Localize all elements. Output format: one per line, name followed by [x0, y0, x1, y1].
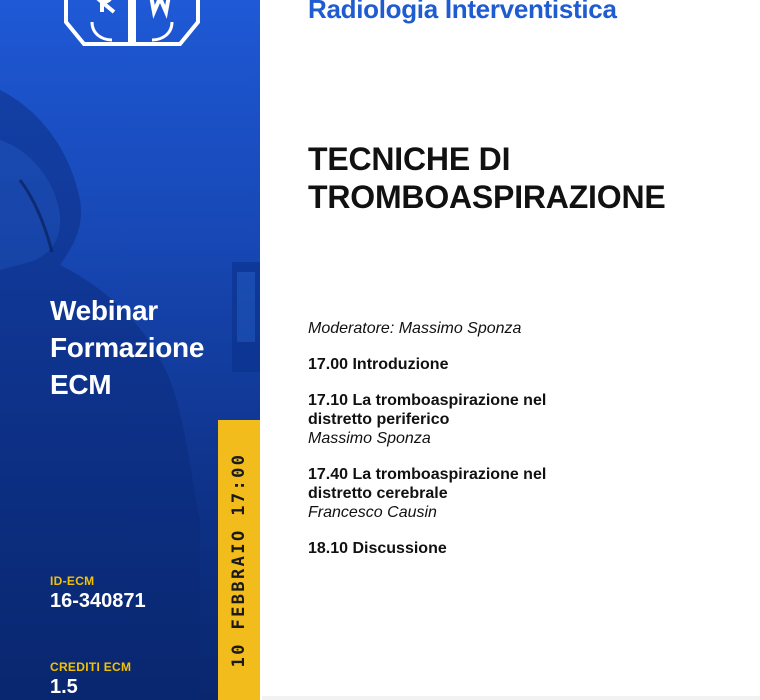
- program-schedule: [308, 320, 728, 575]
- date-band: [218, 420, 260, 700]
- program-item: [308, 355, 728, 374]
- title-line: TROMBOASPIRAZIONE: [308, 179, 666, 215]
- program-item: [308, 391, 728, 448]
- credits-label: CREDITI ECM: [50, 660, 132, 674]
- program-item-heading: 17.00 Introduzione: [308, 356, 449, 373]
- webinar-line: Formazione: [50, 332, 205, 363]
- program-item-speaker: Francesco Causin: [308, 504, 437, 521]
- bottom-divider: [262, 696, 760, 700]
- program-item-speaker: Massimo Sponza: [308, 430, 431, 447]
- webinar-line: Webinar: [50, 295, 158, 326]
- moderator-line: [308, 320, 728, 338]
- id-ecm-label: ID-ECM: [50, 574, 95, 588]
- rsi-logo: [62, 0, 202, 60]
- id-ecm-value: 16-340871: [50, 590, 146, 612]
- credits-value: 1.5: [50, 676, 78, 698]
- program-item: [308, 465, 728, 522]
- moderator-label: Moderatore:: [308, 320, 395, 337]
- event-date: 10 FEBBRAIO 17:00: [229, 452, 249, 668]
- program-item-heading: 17.10 La tromboaspirazione nel: [308, 392, 547, 409]
- left-panel: [0, 0, 260, 700]
- title-line: TECNICHE DI: [308, 141, 511, 177]
- moderator-name: Massimo Sponza: [398, 320, 522, 337]
- program-item-heading: distretto periferico: [308, 411, 450, 428]
- program-item: [308, 539, 728, 558]
- webinar-title: [50, 292, 204, 403]
- page-title: [308, 140, 666, 216]
- webinar-line: ECM: [50, 369, 112, 400]
- program-item-heading: distretto cerebrale: [308, 485, 448, 502]
- department-subtitle: Radiologia Interventistica: [308, 0, 617, 24]
- program-item-heading: 18.10 Discussione: [308, 540, 447, 557]
- program-item-heading: 17.40 La tromboaspirazione nel: [308, 466, 547, 483]
